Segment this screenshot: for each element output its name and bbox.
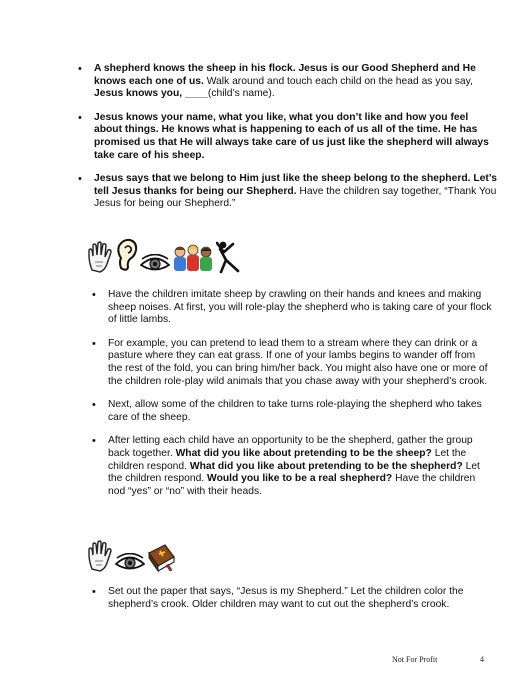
page-number: 4 [480, 655, 484, 664]
stretching-figure-icon [216, 240, 244, 279]
list-item [94, 112, 499, 162]
section-3-list [108, 586, 492, 622]
activity-icons-row [86, 238, 244, 279]
body-text: Let the children respond. [108, 460, 480, 485]
body-text: Let the children respond. [108, 447, 467, 472]
body-text: Have the children nod “yes” or “no” with their heads. [108, 473, 476, 497]
body-text: After letting each child have an opportunity to be the shepherd, gather the group back together. [108, 435, 473, 459]
eye-icon [115, 553, 145, 578]
bold-text: What did you like about pretending to be the shepherd? [189, 460, 463, 472]
bible-icon [146, 543, 176, 578]
activity-icons-row [86, 539, 176, 578]
body-text: Have the children say together, “Thank You Jesus for being our Shepherd.” [94, 185, 497, 210]
ear-icon [115, 238, 139, 279]
list-item [108, 338, 492, 388]
bold-text: What did you like about pretending to be the sheep? [175, 447, 432, 459]
list-item [108, 289, 492, 327]
children-group-icon [171, 242, 215, 279]
footer-note: Not For Profit [392, 655, 438, 664]
eye-icon [140, 254, 170, 279]
list-item [108, 586, 492, 611]
body-text: Set out the paper that says, “Jesus is my Shepherd.” Let the children color the shepherd’s crook. Older children may want to cut out the shepherd’s crook. [108, 586, 464, 610]
section-1-list [94, 63, 499, 222]
bold-text: A shepherd knows the sheep in his flock. Jesus is our Good Shepherd and He knows each one of us. [94, 63, 476, 87]
body-text: Walk around and touch each child on the head as you say, [203, 75, 473, 87]
body-text: Next, allow some of the children to take turns role-playing the shepherd who takes care of the sheep. [108, 399, 482, 423]
bold-text: Would you like to be a real shepherd? [207, 473, 393, 485]
bold-text: Jesus says that we belong to Him just like the sheep belong to the shepherd. Let’s tell Jesus thanks for being our Shepherd. [94, 173, 497, 197]
list-item [108, 399, 492, 424]
body-text: (child’s name). [207, 88, 275, 100]
section-2-list [108, 289, 492, 509]
hand-icon [86, 539, 114, 578]
list-item [94, 173, 499, 211]
body-text: For example, you can pretend to lead them to a stream where they can drink or a pasture where they can eat grass. If one of your lambs begins to wander off from the rest of the fold, you can bring him/her back. You might also have one or more of the children role-play wild animals that you chase away with your shepherd’s crook. [108, 337, 488, 387]
bold-text: Jesus knows you, ____ [94, 88, 208, 100]
bold-text: Jesus knows your name, what you like, what you don’t like and how you feel about things. He knows what is happening to each of us all of the time. He has promised us that He will always take care of us just like the shepherd will always take care of his sheep. [94, 111, 489, 161]
list-item [94, 63, 499, 101]
list-item [108, 435, 492, 498]
hand-icon [86, 240, 114, 279]
body-text: Have the children imitate sheep by crawling on their hands and knees and making sheep noises. At first, you will role-play the shepherd who is taking care of your flock of little lambs. [108, 289, 492, 326]
